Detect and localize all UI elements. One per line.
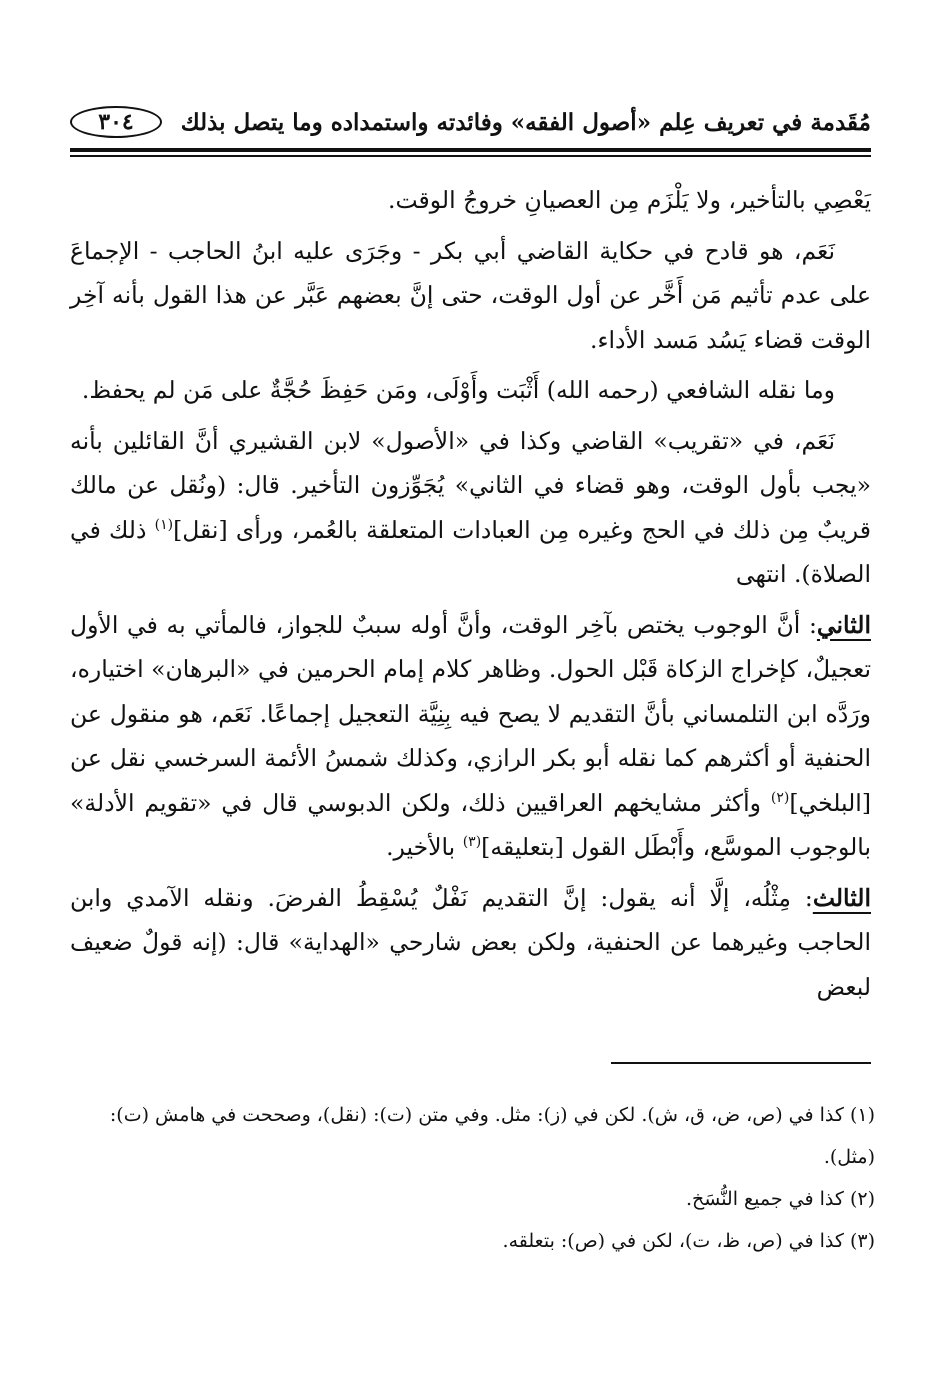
term-third: الثالث xyxy=(812,883,871,912)
footnote-ref-3: (٣) xyxy=(462,834,482,851)
footnote-3: (٣) كذا في (ص، ظ، ت)، لكن في (ص): بتعلقه. xyxy=(502,1230,875,1252)
header-rule-thin xyxy=(70,155,871,157)
paragraph-4-text: نَعَم، في «تقريب» القاضي وكذا في «الأصول» لابن القشيري أنَّ القائلين بأنه «يجب بأول الوقت، وهو قضاء في الثاني» يُجَوِّزون التأخير. قال: (ونُقل عن مالك قريبٌ مِن ذلك في الحج وغيره مِن العبادات المتعلقة بالعُمر، ورأى [نقل] xyxy=(70,426,871,544)
paragraph-third-view xyxy=(70,876,871,1010)
paragraph-6-text: : مِثْلُه، إلَّا أنه يقول: إنَّ التقديم نَفْلٌ يُسْقِطُ الفرضَ. ونقله الآمدي وابن الحاجب وغيرهما عن الحنفية، ولكن بعض شارحي «الهداية» قال: (إنه قولٌ ضعيف لبعض xyxy=(70,883,871,1001)
page-number: ٣٠٤ xyxy=(70,106,162,138)
paragraph-5-text-c: بالأخير. xyxy=(386,833,463,861)
paragraph-1: يَعْصِي بالتأخير، ولا يَلْزَم مِن العصيانِ خروجُ الوقت. xyxy=(387,186,871,214)
paragraph-4 xyxy=(70,419,871,597)
paragraph-3: وما نقله الشافعي (رحمه الله) أَثْبَت وأَوْلَى، ومَن حَفِظَ حُجَّةٌ على مَن لم يحفظ. xyxy=(81,376,835,404)
main-text xyxy=(70,178,871,1015)
paragraph-second-view xyxy=(70,603,871,870)
page-header xyxy=(70,100,871,144)
paragraph-2: نَعَم، هو قادح في حكاية القاضي أبي بكر - وجَرَى عليه ابنُ الحاجب - الإجماعَ على عدم تأثيم مَن أَخَّر عن أول الوقت، حتى إنَّ بعضهم عَبَّر عن هذا القول بأنه آخِر الوقت قضاء يَسُد مَسد الأداء. xyxy=(70,236,871,354)
footnote-ref-2: (٢) xyxy=(770,789,790,806)
paragraph-4-tail: ذلك في الصلاة). انتهى xyxy=(70,515,871,588)
footnote-separator xyxy=(611,1062,871,1064)
footnote-2: (٢) كذا في جميع النُّسَخ. xyxy=(685,1188,875,1210)
running-title: مُقَدمة في تعريف عِلم «أصول الفقه» وفائدته واستمداده وما يتصل بذلك xyxy=(180,108,871,136)
paragraph-5-text-b: وأكثر مشايخهم العراقيين ذلك، ولكن الدبوسي قال في «تقويم الأدلة» بالوجوب الموسَّع، وأَبْطَل القول [بتعليقه] xyxy=(70,788,871,861)
footnote-1: (١) كذا في (ص، ض، ق، ش). لكن في (ز): مثل. وفي متن (ت): (نقل)، وصححت في هامش (ت): (مثل). xyxy=(109,1104,875,1168)
paragraph-5-text-a: : أنَّ الوجوب يختص بآخِر الوقت، وأنَّ أوله سببٌ للجواز، فالمأتي به في الأول تعجيلٌ، كإخراج الزكاة قَبْل الحول. وظاهر كلام إمام الحرمين في «البرهان» اختياره، ورَدَّه ابن التلمساني بأنَّ التقديم لا يصح فيه بِنِيَّة التعجيل إجماعًا. نَعَم، هو منقول عن الحنفية أو أكثرهم كما نقله أبو بكر الرازي، وكذلك شمسُ الأئمة السرخسي نقل عن [البلخي] xyxy=(70,610,871,817)
term-second: الثاني xyxy=(816,610,871,639)
footnotes xyxy=(64,1094,875,1262)
footnote-ref-1: (١) xyxy=(154,516,174,533)
header-rule-thick xyxy=(70,148,871,152)
